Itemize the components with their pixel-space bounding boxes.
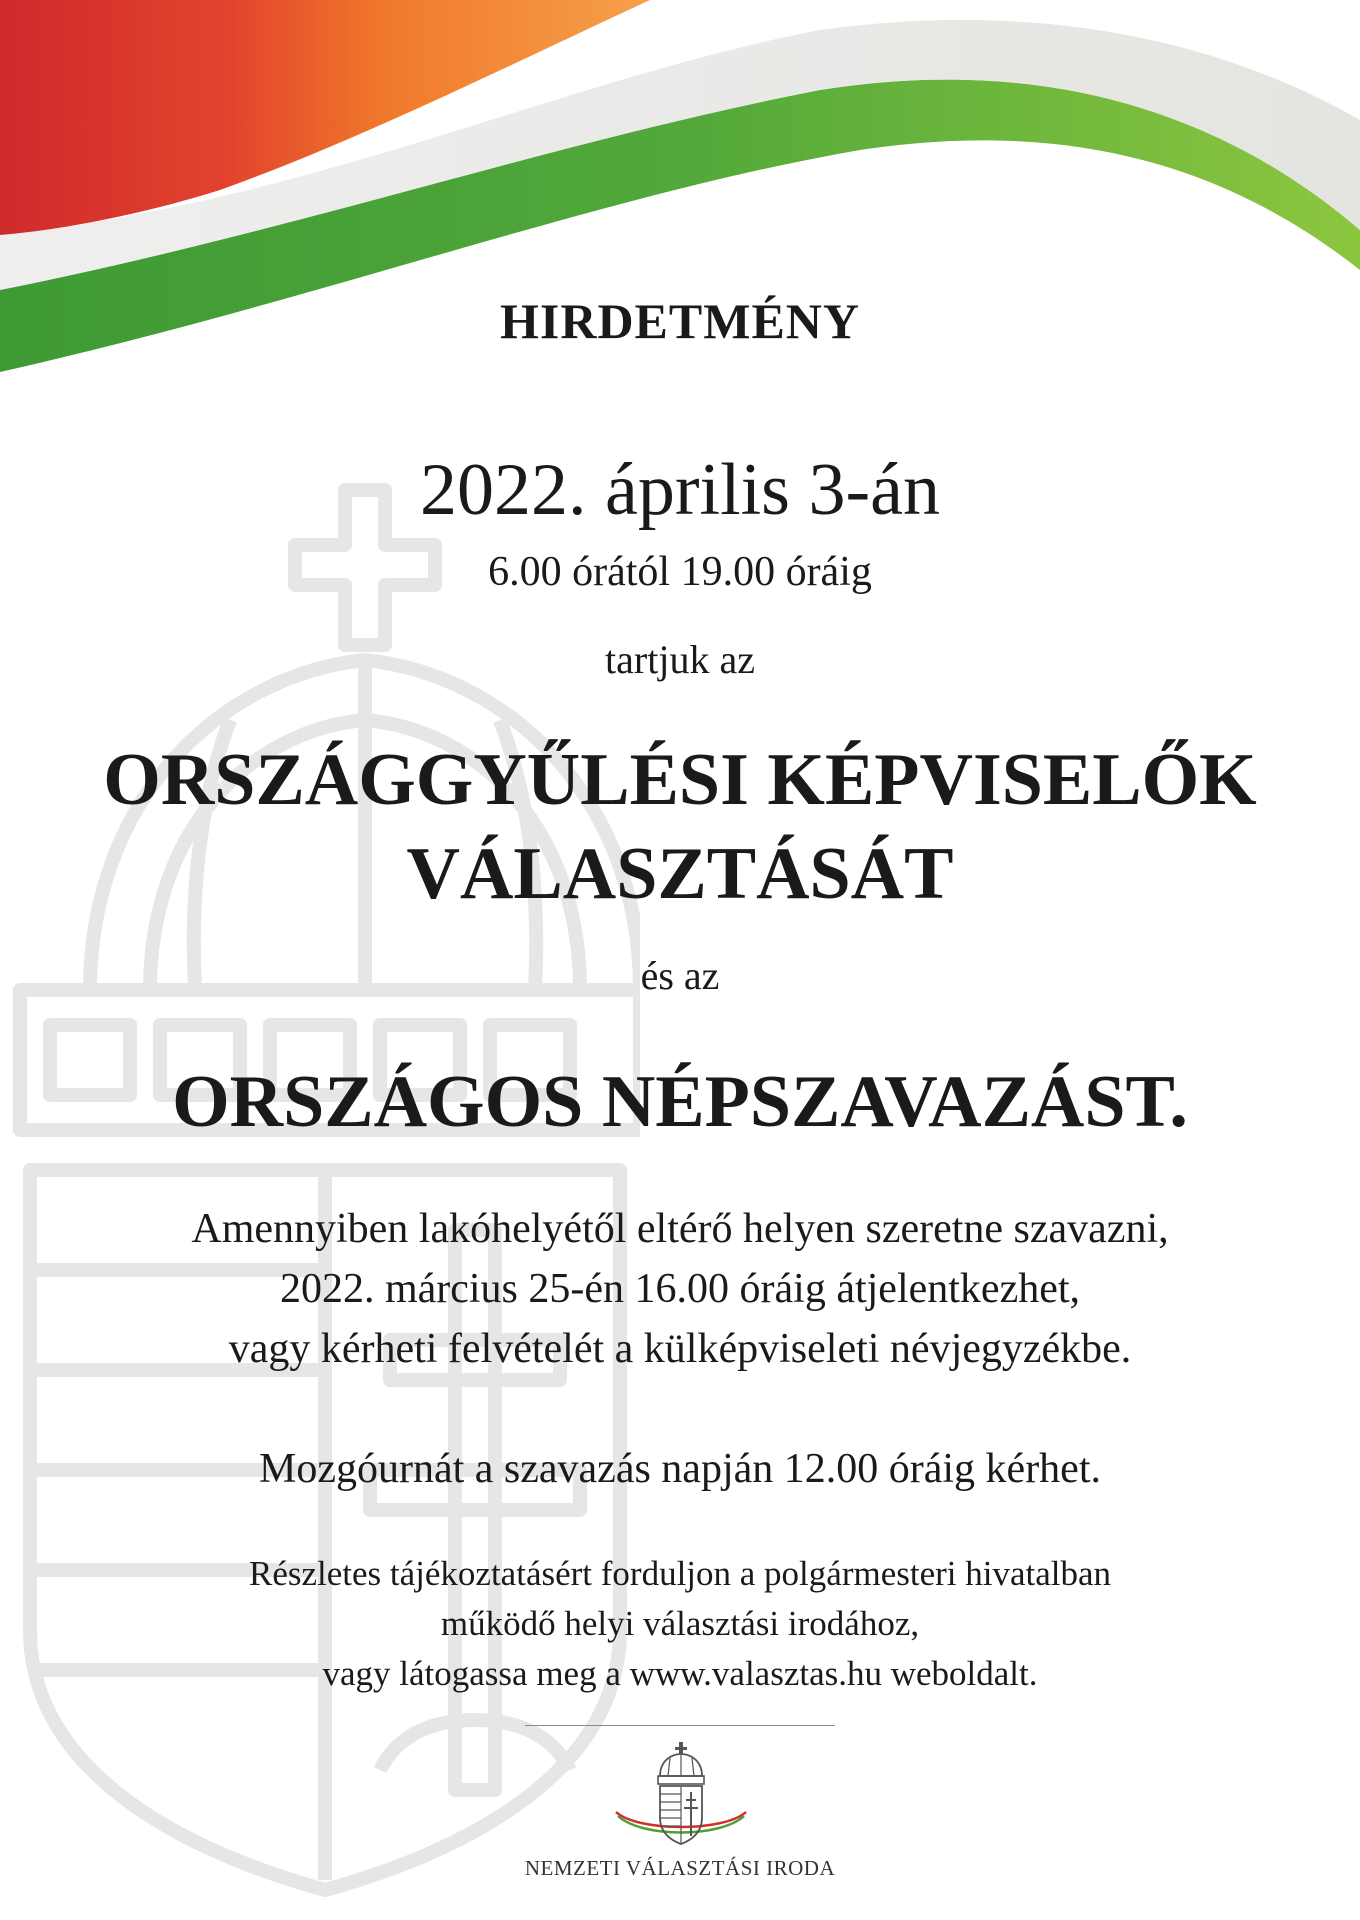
conjunction-text: és az bbox=[640, 953, 720, 998]
mobile-ballot-box-text: Mozgóurnát a szavazás napján 12.00 óráig kérhet. bbox=[258, 1446, 1101, 1492]
registration-text-line: Amennyiben lakóhelyétől eltérő helyen szeretne szavazni, bbox=[191, 1206, 1169, 1252]
office-name: NEMZETI VÁLASZTÁSI IRODA bbox=[524, 1856, 836, 1880]
intro-text: tartjuk az bbox=[605, 637, 755, 682]
footer-divider bbox=[525, 1725, 835, 1726]
registration-text-line: vagy kérheti felvételét a külképviseleti névjegyzékbe. bbox=[228, 1326, 1132, 1372]
election-title-line-1: ORSZÁGGYŰLÉSI KÉPVISELŐK bbox=[103, 739, 1257, 821]
coat-of-arms-watermark-icon bbox=[0, 470, 640, 1910]
info-text-line: Részletes tájékoztatásért forduljon a polgármesteri hivatalban bbox=[248, 1554, 1112, 1593]
info-text-line: működő helyi választási irodához, bbox=[440, 1604, 920, 1643]
info-text-line: vagy látogassa meg a www.valasztas.hu weboldalt. bbox=[322, 1654, 1038, 1693]
notice-heading: HIRDETMÉNY bbox=[499, 293, 861, 349]
registration-text-line: 2022. március 25-én 16.00 óráig átjelentkezhet, bbox=[279, 1266, 1081, 1312]
voting-hours: 6.00 órától 19.00 óráig bbox=[488, 549, 872, 595]
election-title-line-2: VÁLASZTÁSÁT bbox=[406, 833, 954, 915]
election-date: 2022. április 3-án bbox=[420, 449, 940, 531]
referendum-title: ORSZÁGOS NÉPSZAVAZÁST. bbox=[172, 1061, 1188, 1143]
coat-of-arms-icon bbox=[608, 1740, 754, 1856]
